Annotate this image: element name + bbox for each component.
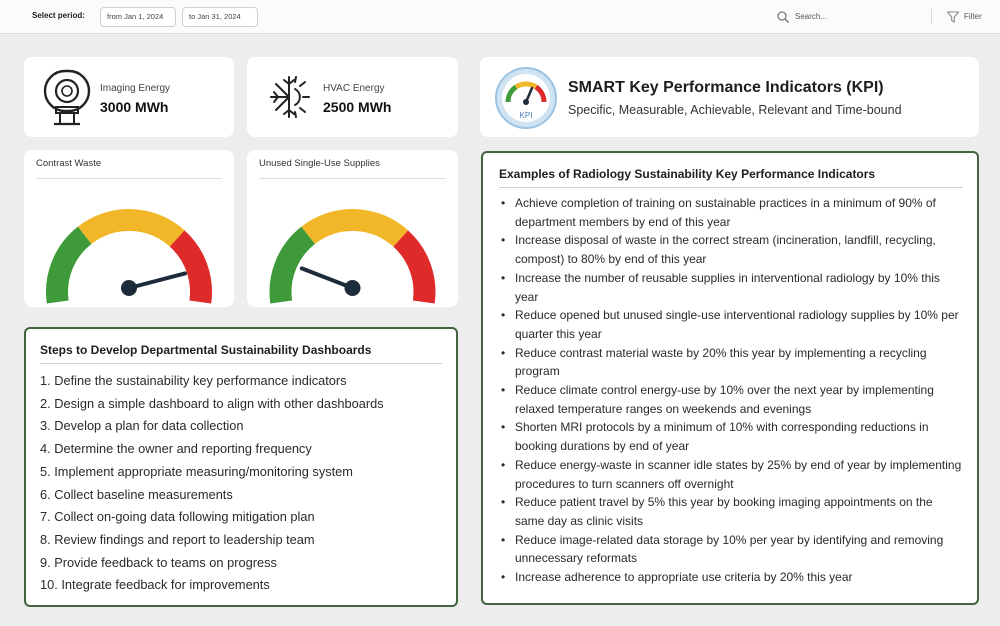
- search-input[interactable]: Search...: [795, 12, 828, 21]
- gauge-divider: [259, 178, 446, 179]
- toolbar-divider: [931, 9, 932, 25]
- search-icon[interactable]: [776, 10, 790, 24]
- gauge-divider: [36, 178, 222, 179]
- gauge-segment-yellow: [85, 220, 178, 238]
- examples-title: Examples of Radiology Sustainability Key Performance Indicators: [499, 167, 963, 188]
- list-item: • Reduce contrast material waste by 20% this year by implementing a recycling program: [501, 345, 927, 379]
- list-item: • Reduce image-related data storage by 10% per year by identifying and removing unnecessary reformats: [501, 532, 944, 566]
- list-item: • Increase disposal of waste in the correct stream (incineration, landfill, recycling, compost) to 80% by end of this year: [501, 233, 936, 267]
- list-item: 5. Implement appropriate measuring/monitoring system: [40, 463, 353, 479]
- unused-supplies-gauge-card: [247, 150, 458, 307]
- steps-panel: [24, 327, 458, 607]
- imaging-energy-label: Imaging Energy: [100, 83, 171, 94]
- filter-icon[interactable]: [946, 10, 960, 24]
- imaging-energy-value: 3000 MWh: [100, 99, 169, 115]
- gauge-segment-green: [57, 235, 85, 302]
- list-item: 4. Determine the owner and reporting frequency: [40, 441, 312, 457]
- list-item: • Increase the number of reusable supplies in interventional radiology by 10% this year: [501, 270, 940, 304]
- kpi-title: SMART Key Performance Indicators (KPI): [568, 79, 884, 96]
- contrast-waste-gauge-card: [24, 150, 234, 307]
- gauge-title: Unused Single-Use Supplies: [259, 158, 380, 169]
- gauge-needle: [129, 273, 185, 288]
- hvac-snowflake-sun-icon: [265, 67, 317, 129]
- gauge-segment-yellow: [308, 220, 401, 238]
- list-item: • Reduce energy-waste in scanner idle states by 25% by end of year by implementing procedures to turn scanners off overnight: [501, 457, 962, 491]
- list-item: 1. Define the sustainability key performance indicators: [40, 373, 347, 388]
- list-item: • Reduce opened but unused single-use interventional radiology supplies by 10% per quarter this year: [501, 308, 959, 341]
- steps-title: Steps to Develop Departmental Sustainability Dashboards: [40, 343, 442, 364]
- contrast-waste-gauge: [24, 180, 234, 305]
- list-item: 10. Integrate feedback for improvements: [40, 577, 270, 593]
- list-item: • Increase adherence to appropriate use criteria by 20% this year: [501, 570, 853, 585]
- list-item: • Achieve completion of training on sustainable practices in a minimum of 90% of department members by end of this year: [501, 196, 936, 229]
- gauge-title: Contrast Waste: [36, 158, 102, 169]
- gauge-needle: [302, 268, 353, 288]
- list-item: • Reduce climate control energy-use by 10% over the next year by implementing relaxed temperature ranges on weekends and evenings: [501, 383, 934, 416]
- imaging-energy-card: [24, 57, 234, 137]
- list-item: • Shorten MRI protocols by a minimum of 10% with corresponding reductions in booking durations by end of year: [501, 420, 929, 454]
- list-item: 7. Collect on-going data following mitigation plan: [40, 509, 315, 525]
- gauge-segment-red: [177, 239, 201, 303]
- steps-list: [40, 370, 442, 597]
- mri-scanner-icon: [42, 67, 94, 129]
- list-item: 2. Design a simple dashboard to align with other dashboards: [40, 395, 384, 411]
- smart-kpi-card: [480, 57, 979, 137]
- kpi-gauge-icon: [494, 66, 558, 130]
- list-item: • Reduce patient travel by 5% this year by booking imaging appointments on the same day as clinic visits: [501, 495, 933, 528]
- list-item: 3. Develop a plan for data collection: [40, 418, 244, 434]
- hvac-energy-card: [247, 57, 458, 137]
- period-label: Select period:: [32, 11, 85, 20]
- unused-supplies-gauge: [247, 180, 458, 305]
- filter-button[interactable]: Filter: [964, 12, 982, 21]
- from-date-field[interactable]: from Jan 1, 2024: [100, 7, 176, 27]
- gauge-hub: [345, 280, 361, 296]
- list-item: 6. Collect baseline measurements: [40, 486, 233, 502]
- to-date-field[interactable]: to Jan 31, 2024: [182, 7, 258, 27]
- examples-panel: [481, 151, 979, 605]
- examples-list: [499, 194, 963, 587]
- top-toolbar: [0, 0, 1000, 34]
- gauge-segment-red: [401, 239, 425, 303]
- list-item: 8. Review findings and report to leadership team: [40, 531, 315, 547]
- hvac-energy-label: HVAC Energy: [323, 83, 385, 94]
- hvac-energy-value: 2500 MWh: [323, 99, 392, 115]
- kpi-subtitle: Specific, Measurable, Achievable, Relevant and Time-bound: [568, 103, 902, 117]
- kpi-badge-text: KPI: [519, 111, 533, 120]
- gauge-hub: [121, 280, 137, 296]
- list-item: 9. Provide feedback to teams on progress: [40, 554, 277, 570]
